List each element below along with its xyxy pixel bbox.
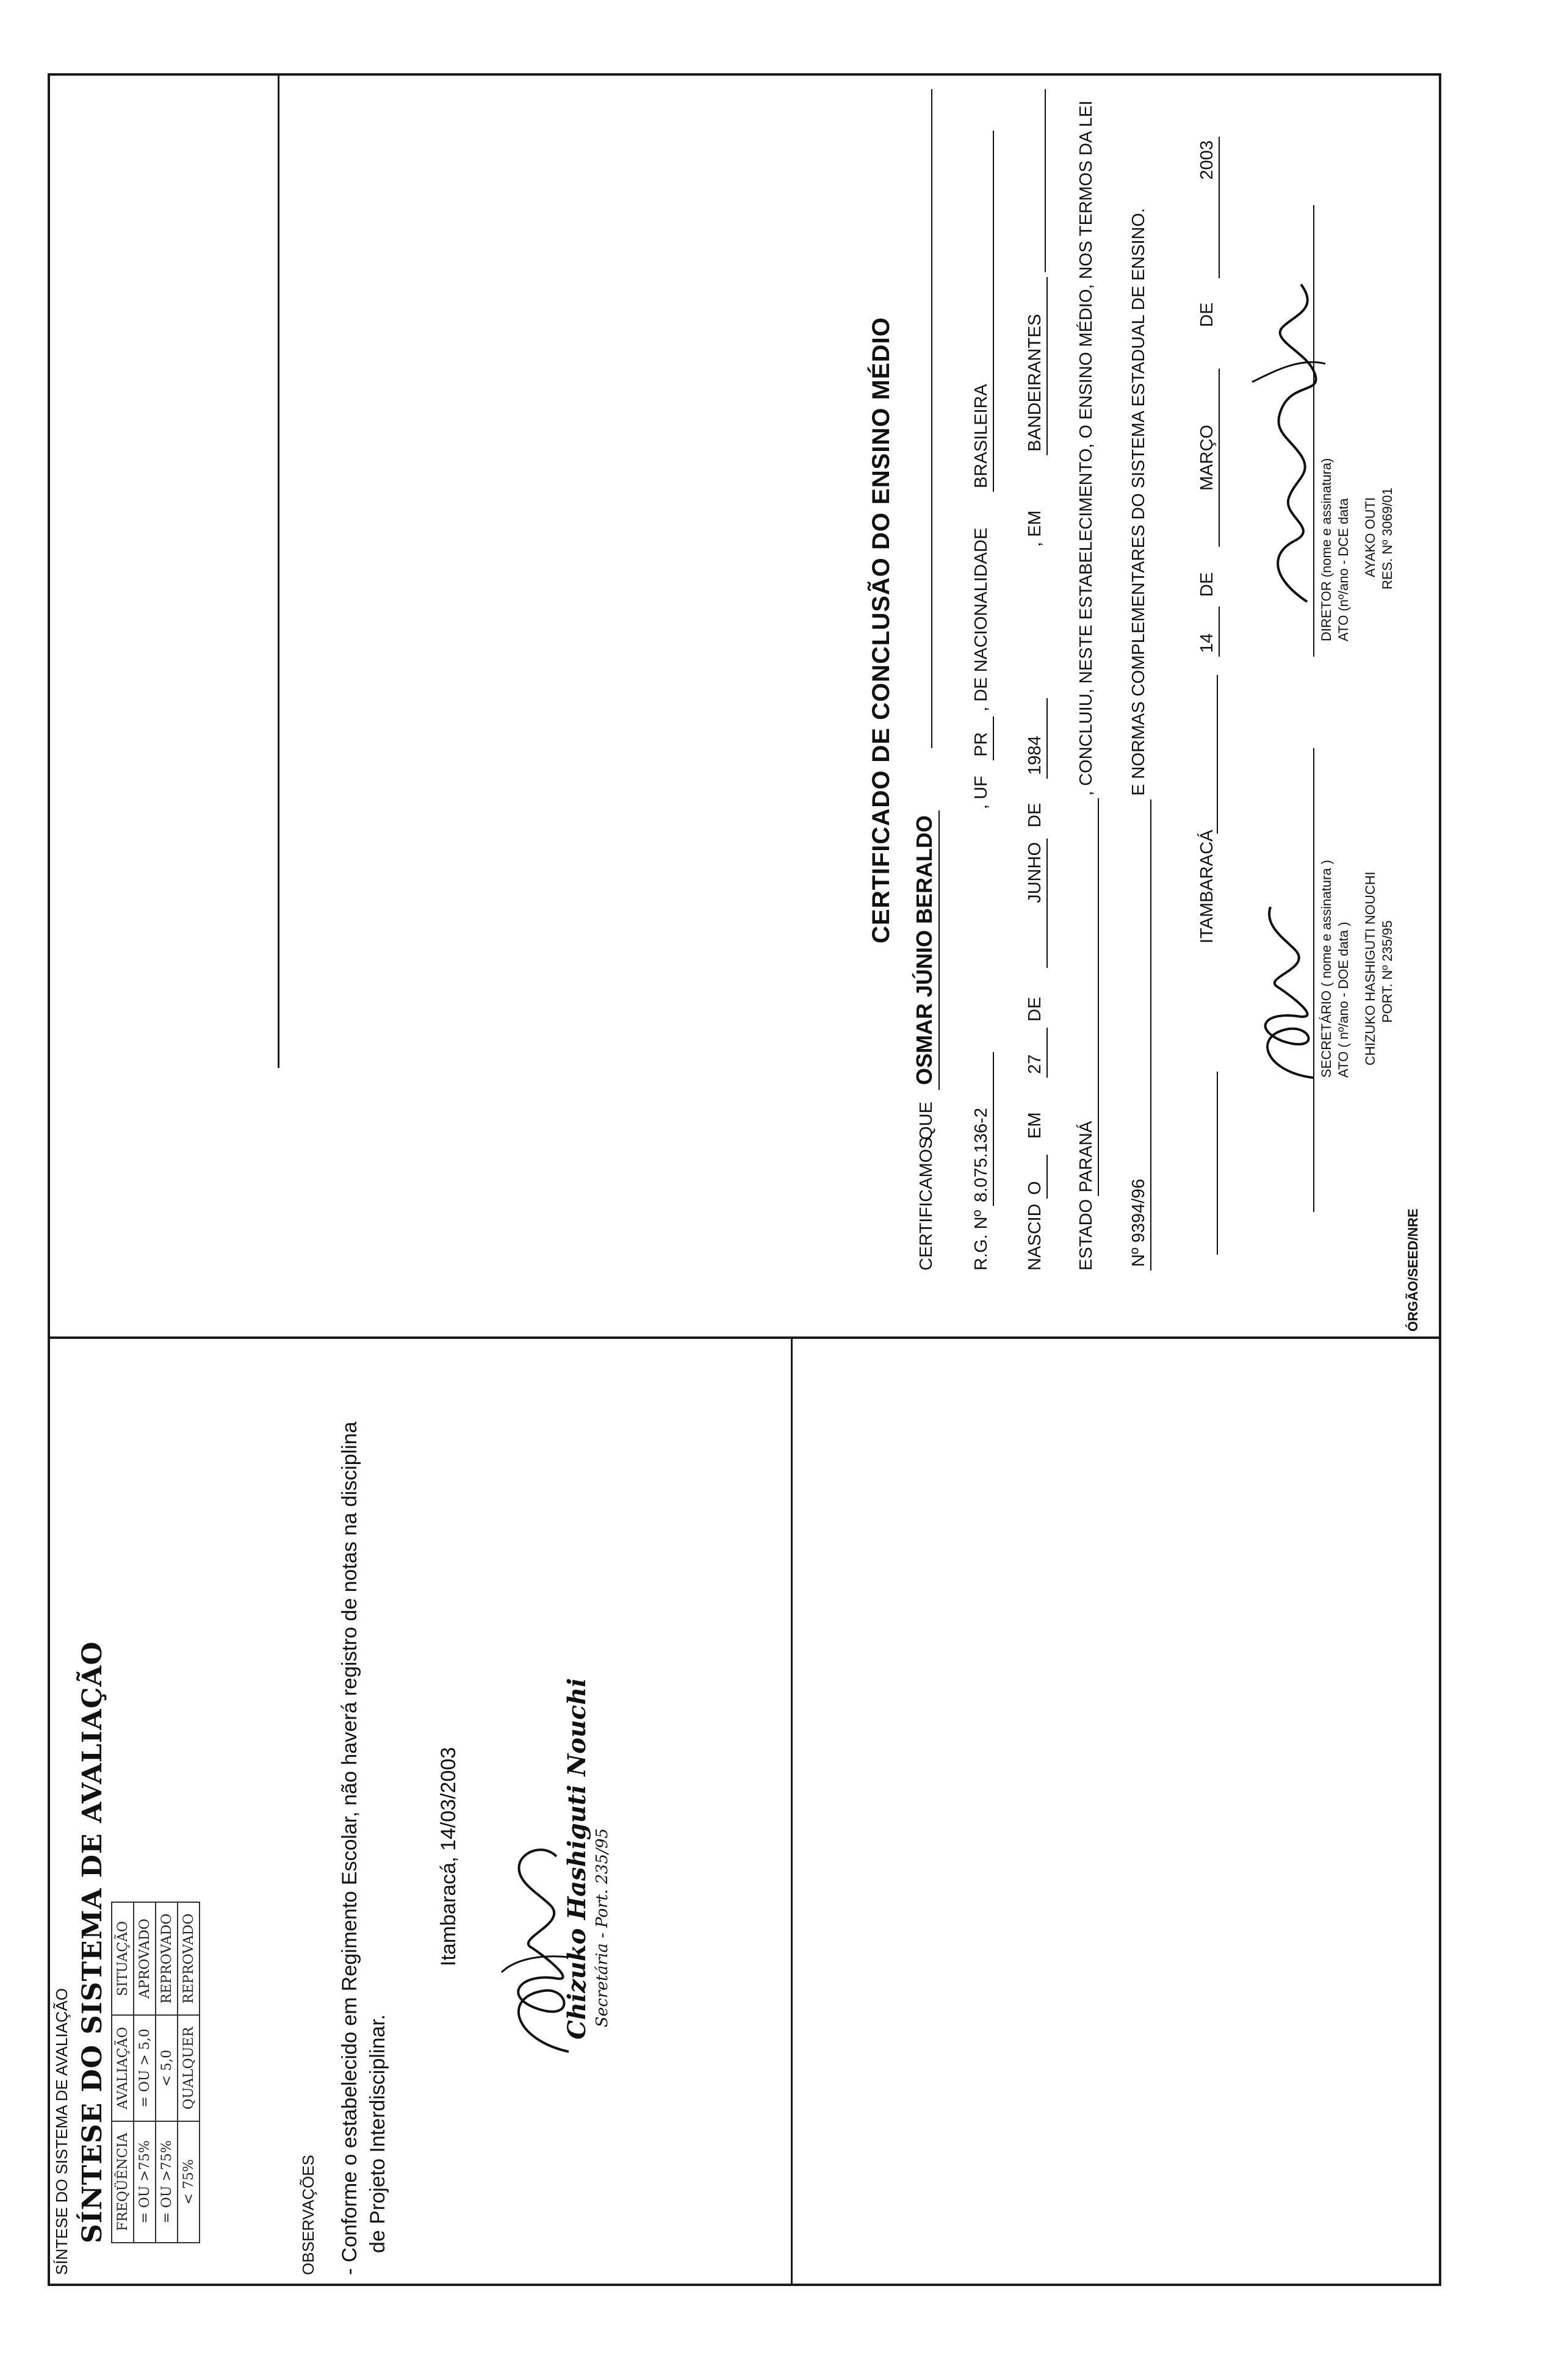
nacionalidade-value: BRASILEIRA	[971, 131, 994, 492]
certificate-section	[50, 77, 1439, 1334]
nacionalidade-label: , DE NACIONALIDADE	[971, 527, 991, 712]
nascid-label: NASCID	[1025, 1203, 1045, 1271]
de-label-2: DE	[1025, 802, 1045, 828]
issue-city: ITAMBARACÁ	[1197, 829, 1217, 943]
director-res: RES. Nº 3069/01	[1380, 487, 1395, 590]
secretary-name: CHIZUKO HASHIGUTI NOUCHI	[1363, 871, 1378, 1066]
birth-day: 27	[1025, 1028, 1048, 1078]
issue-city-line-left	[1197, 1072, 1218, 1255]
column-header: SITUAÇÃO	[112, 1902, 134, 2016]
issue-city-line-right	[1197, 675, 1218, 834]
em-label: EM	[1025, 1112, 1045, 1139]
table-header-row	[112, 1902, 134, 2243]
birth-year: 1984	[1025, 698, 1048, 779]
issue-day: 14	[1197, 607, 1220, 657]
de-label-1: DE	[1025, 997, 1045, 1022]
uf-label: , UF	[971, 776, 991, 809]
secretary-caption: SECRETÁRIO ( nome e assinatura )	[1319, 859, 1334, 1078]
issue-year: 2003	[1197, 137, 1220, 278]
table-cell: < 75%	[178, 2121, 200, 2243]
table-cell: = OU >75%	[134, 2121, 156, 2243]
lei-value: Nº 9394/96	[1129, 799, 1151, 1271]
observation-line-1: - Conforme o estabelecido em Regimento Escolar, não haverá registro de notas na disciplina	[338, 1421, 361, 2275]
table-row	[134, 1902, 156, 2243]
director-name: AYAKO OUTI	[1363, 497, 1378, 577]
table-cell: < 5,0	[156, 2015, 178, 2121]
certificate-title: CERTIFICADO DE CONCLUSÃO DO ENSINO MÉDIO	[868, 317, 895, 943]
observations-label: OBSERVAÇÕES	[299, 2155, 317, 2275]
que-label: QUE	[917, 1102, 936, 1140]
rg-value: 8.075.136-2	[971, 1052, 994, 1206]
secretary-stamp-name: Chizuko Hashiguti Nouchi	[563, 1678, 591, 2039]
secretary-ato: ATO ( nº/ano - DOE data )	[1336, 921, 1351, 1078]
de-label-3: DE	[1197, 572, 1217, 597]
issue-month: MARÇO	[1197, 369, 1220, 547]
birth-month: JUNHO	[1025, 838, 1048, 968]
table-cell: = OU >75%	[156, 2121, 178, 2243]
concluiu-text: , CONCLUIU, NESTE ESTABELECIMENTO, O ENSINO MÉDIO, NOS TERMOS DA LEI	[1076, 100, 1096, 796]
orgao-label: ÓRGÃO/SEED/NRE	[1405, 1208, 1421, 1332]
nascid-suffix: O	[1025, 1155, 1048, 1199]
table-row	[178, 1902, 200, 2243]
em-label-2: , EM	[1025, 510, 1045, 547]
student-name-line	[912, 89, 932, 748]
director-ato: ATO (nº/ano - DCE data	[1336, 498, 1351, 641]
evaluation-table-title: SÍNTESE DO SISTEMA DE AVALIAÇÃO	[77, 1641, 108, 2243]
de-label-4: DE	[1197, 302, 1217, 327]
estado-label: ESTADO	[1076, 1199, 1096, 1271]
section-divider	[48, 1336, 1441, 1339]
student-name: OSMAR JÚNIO BERALDO	[912, 810, 940, 1090]
synthesis-section	[50, 1340, 1392, 2284]
table-cell: = OU > 5,0	[134, 2015, 156, 2121]
birth-city-line-end	[1025, 89, 1046, 272]
column-header: AVALIAÇÃO	[112, 2015, 134, 2121]
synthesis-header: SÍNTESE DO SISTEMA DE AVALIAÇÃO	[52, 1988, 71, 2275]
secretary-stamp-role: Secretária - Port. 235/95	[593, 1828, 611, 2027]
table-cell: REPROVADO	[156, 1902, 178, 2016]
table-row	[156, 1902, 178, 2243]
observation-line-2: de Projeto Interdisciplinar.	[366, 2014, 389, 2253]
rg-label: R.G. Nº	[971, 1210, 991, 1271]
table-cell: REPROVADO	[178, 1902, 200, 2016]
uf-value: PR	[971, 716, 994, 760]
birth-city: BANDEIRANTES	[1025, 277, 1048, 455]
director-caption: DIRETOR (nome e assinatura)	[1319, 458, 1334, 641]
place-date: Itambaracá, 14/03/2003	[437, 1747, 460, 1966]
normas-text: E NORMAS COMPLEMENTARES DO SISTEMA ESTADUAL DE ENSINO.	[1129, 207, 1148, 796]
secretary-port: PORT. Nº 235/95	[1380, 920, 1395, 1023]
table-cell: APROVADO	[134, 1902, 156, 2016]
certificamos-label: CERTIFICAMOS	[917, 1137, 936, 1271]
estado-value: PARANÁ	[1076, 798, 1099, 1196]
table-cell: QUALQUER	[178, 2015, 200, 2121]
column-header: FREQÜÊNCIA	[112, 2121, 134, 2243]
evaluation-table	[111, 1902, 200, 2243]
